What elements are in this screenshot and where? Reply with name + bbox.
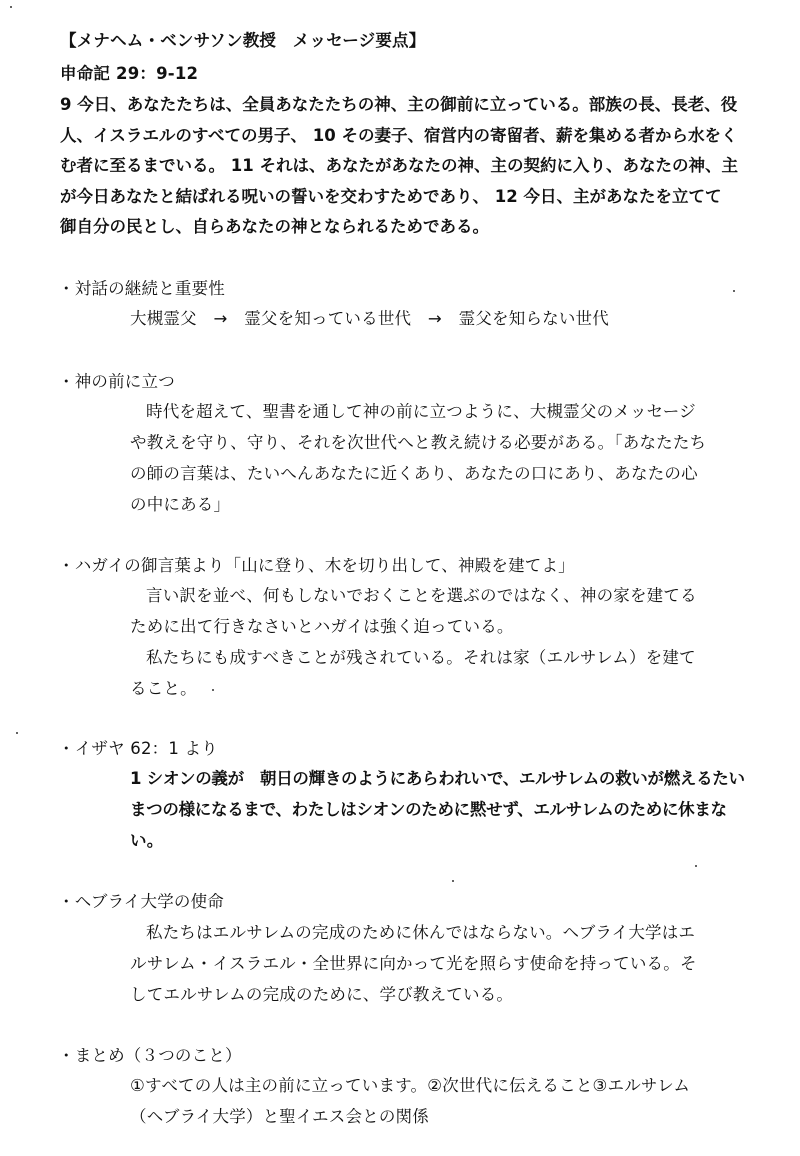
scripture-line: む者に至るまでいる。 11 それは、あなたがあなたの神、主の契約に入り、あなたの神、主 bbox=[60, 156, 738, 175]
scripture-line: 御自分の民とし、自らあなたの神となられるためである。 bbox=[60, 217, 489, 236]
scripture-line: 人、イスラエルのすべての男子、 10 その妻子、宿営内の寄留者、薪を集める者から水をく bbox=[60, 126, 738, 145]
scan-speck bbox=[16, 732, 18, 734]
body-line: 私たちにも成すべきことが残されている。それは家（エルサレム）を建て bbox=[146, 648, 696, 667]
body-line: まつの様になるまで、わたしはシオンのために黙せず、エルサレムのために休まな bbox=[130, 800, 727, 819]
body-line: い。 bbox=[130, 831, 164, 850]
scan-speck bbox=[212, 689, 214, 691]
body-line: してエルサレムの完成のために、学び教えている。 bbox=[130, 985, 514, 1004]
body-line: の中にある」 bbox=[130, 495, 231, 514]
body-line: や教えを守り、守り、それを次世代へと教え続ける必要がある。「あなたたち bbox=[130, 433, 707, 452]
body-line: ルサレム・イスラエル・全世界に向かって光を照らす使命を持っている。そ bbox=[130, 954, 697, 973]
scan-speck bbox=[733, 290, 735, 292]
body-line: 時代を超えて、聖書を通して神の前に立つように、大槻霊父のメッセージ bbox=[146, 402, 696, 421]
body-line: ために出て行きなさいとハガイは強く迫っている。 bbox=[130, 617, 514, 636]
section-heading-isaiah: ・イザヤ 62：1 より bbox=[58, 739, 218, 758]
body-line: 私たちはエルサレムの完成のために休んではならない。ヘブライ大学はエ bbox=[146, 923, 696, 942]
section-heading-stand: ・神の前に立つ bbox=[58, 372, 175, 391]
scripture-line: が今日あなたと結ばれる呪いの誓いを交わすためであり、 12 今日、主があなたを立てて bbox=[60, 187, 722, 206]
scan-speck bbox=[452, 880, 454, 882]
document-title: 【メナヘム・ベンサソン教授 メッセージ要点】 bbox=[60, 31, 426, 50]
section-heading-dialogue: ・対話の継続と重要性 bbox=[58, 279, 225, 298]
scripture-reference: 申命記 29：9-12 bbox=[60, 64, 199, 83]
body-line: 1 シオンの義が 朝日の輝きのようにあらわれいで、エルサレムの救いが燃えるたい bbox=[130, 769, 745, 788]
body-line: ること。 bbox=[130, 679, 197, 698]
scan-speck bbox=[10, 6, 12, 8]
section-heading-haggai: ・ハガイの御言葉より「山に登り、木を切り出して、神殿を建てよ」 bbox=[58, 556, 575, 575]
section-heading-summary: ・まとめ（３つのこと） bbox=[58, 1046, 242, 1065]
section-heading-hebrew: ・ヘブライ大学の使命 bbox=[58, 892, 225, 911]
body-line: ①すべての人は主の前に立っています。②次世代に伝えること③エルサレム bbox=[130, 1076, 691, 1095]
body-line: の師の言葉は、たいへんあなたに近くあり、あなたの口にあり、あなたの心 bbox=[130, 464, 698, 483]
body-line: 言い訳を並べ、何もしないでおくことを選ぶのではなく、神の家を建てる bbox=[146, 586, 697, 605]
body-line: （ヘブライ大学）と聖イエス会との関係 bbox=[130, 1107, 429, 1126]
lineage-line: 大槻霊父 → 霊父を知っている世代 → 霊父を知らない世代 bbox=[130, 309, 609, 328]
scan-speck bbox=[695, 865, 697, 867]
scripture-line: 9 今日、あなたたちは、全員あなたたちの神、主の御前に立っている。部族の長、長老、役 bbox=[60, 95, 738, 114]
